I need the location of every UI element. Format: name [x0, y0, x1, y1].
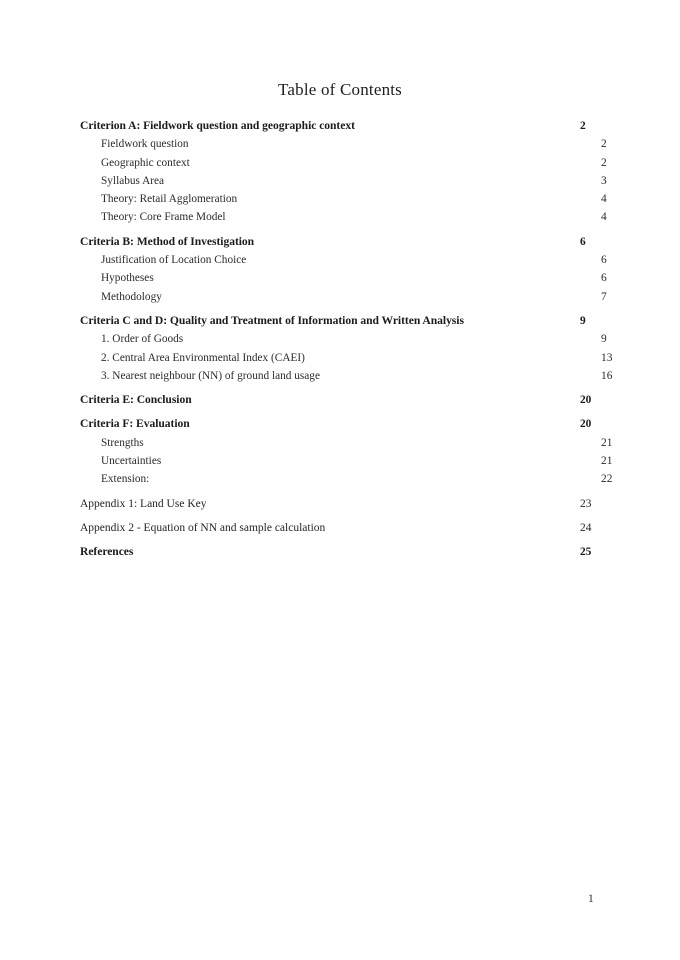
toc-entry-label: Syllabus Area — [101, 174, 165, 187]
toc-entry-label: Fieldwork question — [101, 138, 189, 151]
toc-entry-page-number: 4 — [601, 193, 607, 206]
toc-entry[interactable] — [80, 519, 602, 537]
toc-entry-page-number: 6 — [580, 235, 586, 248]
page-title: Table of Contents — [277, 80, 403, 99]
toc-entry-page-number: 20 — [580, 418, 592, 431]
toc-entry-page-number: 16 — [601, 369, 613, 382]
toc-entry-label: Appendix 1: Land Use Key — [80, 497, 207, 510]
toc-entry[interactable] — [80, 312, 602, 330]
toc-entry[interactable] — [80, 495, 602, 513]
toc-entry[interactable] — [80, 434, 623, 452]
toc-entry[interactable] — [80, 452, 623, 470]
toc-entry-label: Criteria B: Method of Investigation — [80, 234, 255, 248]
table-of-contents-list — [80, 117, 613, 562]
toc-entry-label: Geographic context — [101, 156, 190, 169]
toc-entry-label: Justification of Location Choice — [101, 254, 247, 267]
toc-entry-page-number: 6 — [601, 254, 607, 267]
toc-entry[interactable] — [80, 330, 623, 348]
toc-entry-label: Extension: — [101, 473, 150, 486]
toc-entry[interactable] — [80, 233, 602, 251]
toc-entry-page-number: 9 — [601, 333, 607, 346]
toc-entry-page-number: 23 — [580, 497, 592, 510]
toc-entry-label: Theory: Retail Agglomeration — [101, 193, 238, 206]
toc-entry-page-number: 20 — [580, 394, 592, 407]
toc-entry-label: Methodology — [101, 290, 162, 303]
toc-entry-page-number: 2 — [601, 156, 607, 169]
toc-entry-page-number: 6 — [601, 272, 607, 285]
toc-entry[interactable] — [80, 154, 623, 172]
toc-entry[interactable] — [80, 349, 623, 367]
toc-entry-label: References — [80, 545, 134, 559]
toc-entry[interactable] — [80, 415, 602, 433]
toc-entry[interactable] — [80, 269, 623, 287]
toc-entry-label: 1. Order of Goods — [101, 333, 184, 346]
toc-entry[interactable] — [80, 470, 623, 488]
toc-entry[interactable] — [80, 135, 623, 153]
toc-entry-label: Criteria C and D: Quality and Treatment of Information and Written Analysis — [80, 313, 464, 327]
toc-entry-label: Criterion A: Fieldwork question and geographic context — [80, 119, 355, 132]
toc-entry-page-number: 2 — [601, 138, 607, 151]
toc-entry-page-number: 9 — [580, 314, 586, 327]
toc-entry-label: Uncertainties — [101, 455, 162, 468]
toc-entry-page-number: 24 — [580, 521, 592, 534]
page-folio-number: 1 — [588, 893, 594, 905]
toc-entry-page-number: 4 — [601, 211, 607, 224]
toc-entry-page-number: 13 — [601, 351, 613, 364]
toc-entry[interactable] — [80, 251, 623, 269]
toc-entry[interactable] — [80, 190, 623, 208]
toc-entry-label: Criteria F: Evaluation — [80, 417, 190, 431]
toc-entry-label: Criteria E: Conclusion — [80, 393, 192, 407]
toc-entry-label: Strengths — [101, 436, 144, 449]
toc-entry[interactable] — [80, 543, 602, 561]
toc-entry[interactable] — [80, 117, 602, 135]
toc-entry[interactable] — [80, 208, 623, 226]
toc-entry-page-number: 21 — [601, 436, 613, 449]
toc-entry[interactable] — [80, 367, 623, 385]
toc-entry-page-number: 7 — [601, 290, 607, 303]
toc-entry-page-number: 22 — [601, 473, 613, 486]
toc-entry-page-number: 2 — [580, 120, 586, 132]
toc-entry[interactable] — [80, 288, 623, 306]
toc-entry-label: 2. Central Area Environmental Index (CAEI) — [101, 351, 305, 364]
toc-entry-label: Appendix 2 - Equation of NN and sample calculation — [80, 521, 326, 534]
toc-entry-label: Theory: Core Frame Model — [101, 211, 226, 224]
toc-entry-page-number: 25 — [580, 546, 592, 559]
toc-entry-page-number: 21 — [601, 455, 613, 468]
toc-entry[interactable] — [80, 172, 623, 190]
toc-entry-label: Hypotheses — [101, 272, 154, 285]
toc-entry-page-number: 3 — [601, 174, 607, 187]
toc-entry[interactable] — [80, 391, 602, 409]
toc-entry-label: 3. Nearest neighbour (NN) of ground land usage — [101, 369, 320, 382]
